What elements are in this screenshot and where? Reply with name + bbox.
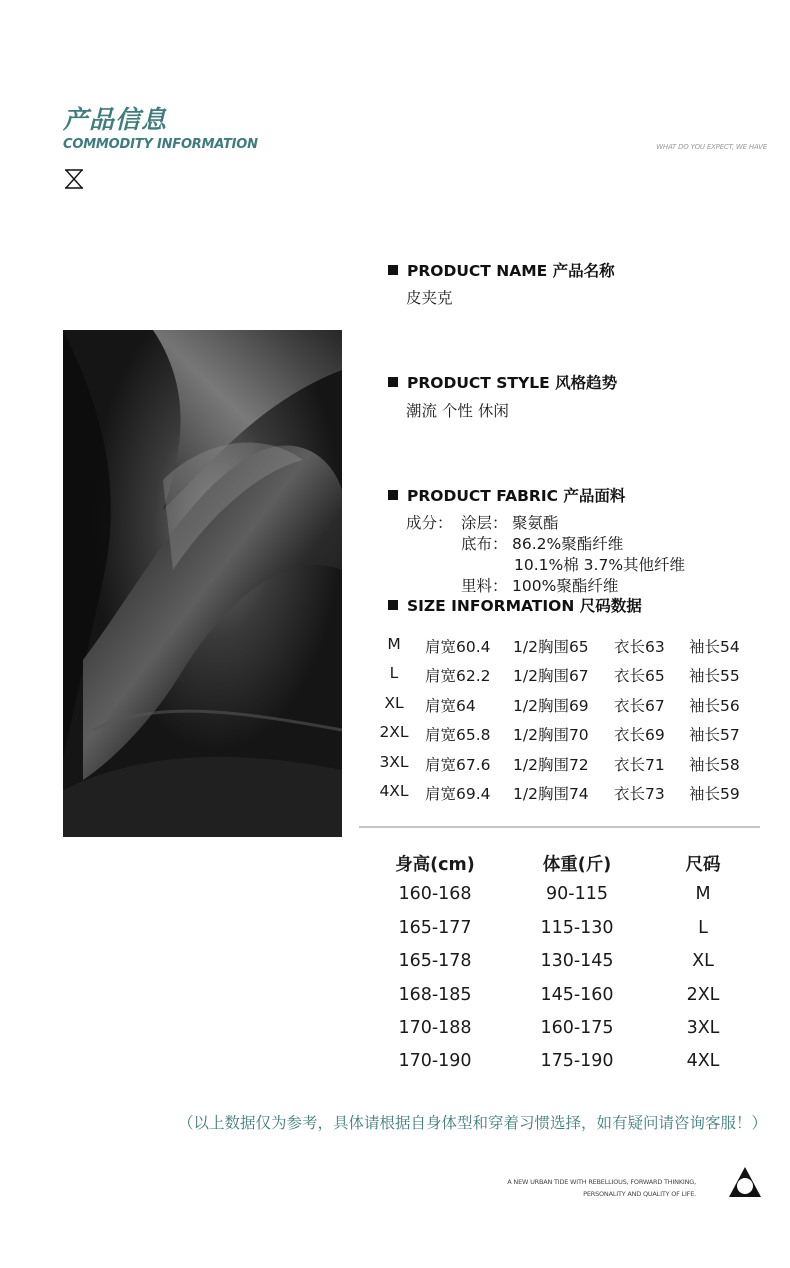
table-cell: 115-130 [540, 917, 614, 938]
size-cell: 肩宽67.6 [425, 755, 491, 774]
bullet-square-icon [388, 490, 398, 500]
table-row [365, 948, 775, 981]
divider [359, 826, 760, 828]
size-cell: 袖长59 [689, 784, 740, 803]
size-cell: 衣长67 [614, 696, 665, 715]
leather-fabric-photo [63, 330, 342, 837]
product-name-label: PRODUCT NAME 产品名称 [407, 262, 615, 280]
table-cell: 175-190 [540, 1051, 614, 1072]
size-information-label: SIZE INFORMATION 尺码数据 [407, 597, 642, 615]
header-weight: 体重(斤) [542, 855, 612, 875]
size-cell: L [389, 664, 399, 683]
footer-tagline [507, 1176, 696, 1200]
size-cell: 1/2胸围67 [513, 667, 589, 686]
size-cell: 1/2胸围70 [513, 726, 589, 745]
header-tagline: WHAT DO YOU EXPECT, WE HAVE [656, 143, 767, 151]
section-size-information [388, 594, 642, 616]
size-measurement-table [372, 630, 762, 806]
table-cell: 165-178 [398, 951, 472, 972]
size-row [372, 689, 762, 718]
bullet-square-icon [388, 600, 398, 610]
size-cell: 肩宽69.4 [425, 784, 491, 803]
height-weight-table [365, 848, 775, 1082]
size-row [372, 630, 762, 659]
triangle-circle-logo [728, 1166, 762, 1198]
fabric-base-value-1: 86.2%聚酯纤维 [512, 535, 624, 553]
fabric-base-value-2: 10.1%棉 3.7%其他纤维 [514, 556, 686, 574]
footer-tagline-line2: PERSONALITY AND QUALITY OF LIFE. [583, 1190, 696, 1198]
fabric-lining-value: 100%聚酯纤维 [512, 577, 619, 595]
table-cell: XL [692, 951, 714, 972]
size-cell: 4XL [379, 781, 409, 800]
bullet-square-icon [388, 265, 398, 275]
reference-note: （以上数据仅为参考，具体请根据自身体型和穿着习惯选择，如有疑问请咨询客服！） [178, 1114, 768, 1132]
table-row [365, 915, 775, 948]
size-cell: 3XL [379, 752, 409, 771]
page-title-en: COMMODITY INFORMATION [63, 137, 258, 152]
page-title-cn: 产品信息 [63, 105, 168, 134]
section-product-style [388, 371, 617, 393]
table-cell: 160-175 [540, 1017, 614, 1038]
size-cell: 肩宽60.4 [425, 638, 491, 656]
table-cell: 130-145 [540, 951, 614, 972]
fabric-base-label: 底布： [461, 535, 508, 553]
product-name-value: 皮夹克 [406, 289, 453, 307]
table-cell: 145-160 [540, 984, 614, 1005]
size-cell: 袖长54 [689, 638, 740, 656]
product-fabric-label: PRODUCT FABRIC 产品面料 [407, 487, 626, 505]
table-cell: 160-168 [398, 884, 472, 905]
bullet-square-icon [388, 377, 398, 387]
size-cell: 肩宽65.8 [425, 726, 491, 745]
size-cell: 袖长56 [689, 696, 740, 715]
fabric-coating-value: 聚氨酯 [512, 514, 559, 532]
table-cell: 170-188 [398, 1017, 472, 1038]
size-row [372, 718, 762, 747]
size-cell: 1/2胸围65 [513, 638, 589, 656]
table-cell: 4XL [686, 1051, 720, 1072]
table-header-row [365, 848, 775, 881]
table-row [365, 881, 775, 914]
table-row [365, 982, 775, 1015]
product-style-label: PRODUCT STYLE 风格趋势 [407, 374, 618, 392]
table-row [365, 1048, 775, 1081]
size-row [372, 748, 762, 777]
size-cell: 衣长71 [614, 755, 665, 774]
size-row [372, 659, 762, 688]
table-cell: M [695, 884, 711, 905]
size-cell: 肩宽62.2 [425, 667, 491, 686]
section-product-name [388, 259, 615, 281]
size-cell: 袖长58 [689, 755, 740, 774]
size-cell: 肩宽64 [425, 696, 476, 715]
size-cell: M [387, 635, 401, 653]
size-cell: 1/2胸围69 [513, 696, 589, 715]
size-cell: 袖长57 [689, 726, 740, 745]
table-cell: 90-115 [546, 884, 608, 905]
footer-tagline-line1: A NEW URBAN TIDE WITH REBELLIOUS, FORWARD THINKING, [507, 1178, 696, 1186]
section-product-fabric [388, 484, 625, 506]
size-cell: 袖长55 [689, 667, 740, 686]
table-cell: 170-190 [398, 1051, 472, 1072]
fabric-lining-label: 里料： [461, 577, 508, 595]
table-cell: 165-177 [398, 917, 472, 938]
hourglass-icon [63, 168, 85, 190]
size-row [372, 777, 762, 806]
table-cell: 2XL [686, 984, 720, 1005]
table-cell: 168-185 [398, 984, 472, 1005]
size-cell: 2XL [379, 723, 409, 742]
table-cell: 3XL [686, 1017, 720, 1038]
table-cell: L [698, 917, 708, 938]
table-row [365, 1015, 775, 1048]
size-cell: 衣长63 [614, 638, 665, 656]
header-size: 尺码 [685, 855, 721, 875]
size-cell: 1/2胸围72 [513, 755, 589, 774]
size-cell: XL [384, 693, 404, 712]
fabric-coating-label: 涂层： [461, 514, 508, 532]
size-cell: 衣长69 [614, 726, 665, 745]
fabric-composition-label: 成分： [406, 514, 453, 532]
size-cell: 衣长73 [614, 784, 665, 803]
header-height: 身高(cm) [395, 855, 475, 875]
product-style-value: 潮流 个性 休闲 [406, 402, 509, 420]
size-cell: 衣长65 [614, 667, 665, 686]
size-cell: 1/2胸围74 [513, 784, 589, 803]
